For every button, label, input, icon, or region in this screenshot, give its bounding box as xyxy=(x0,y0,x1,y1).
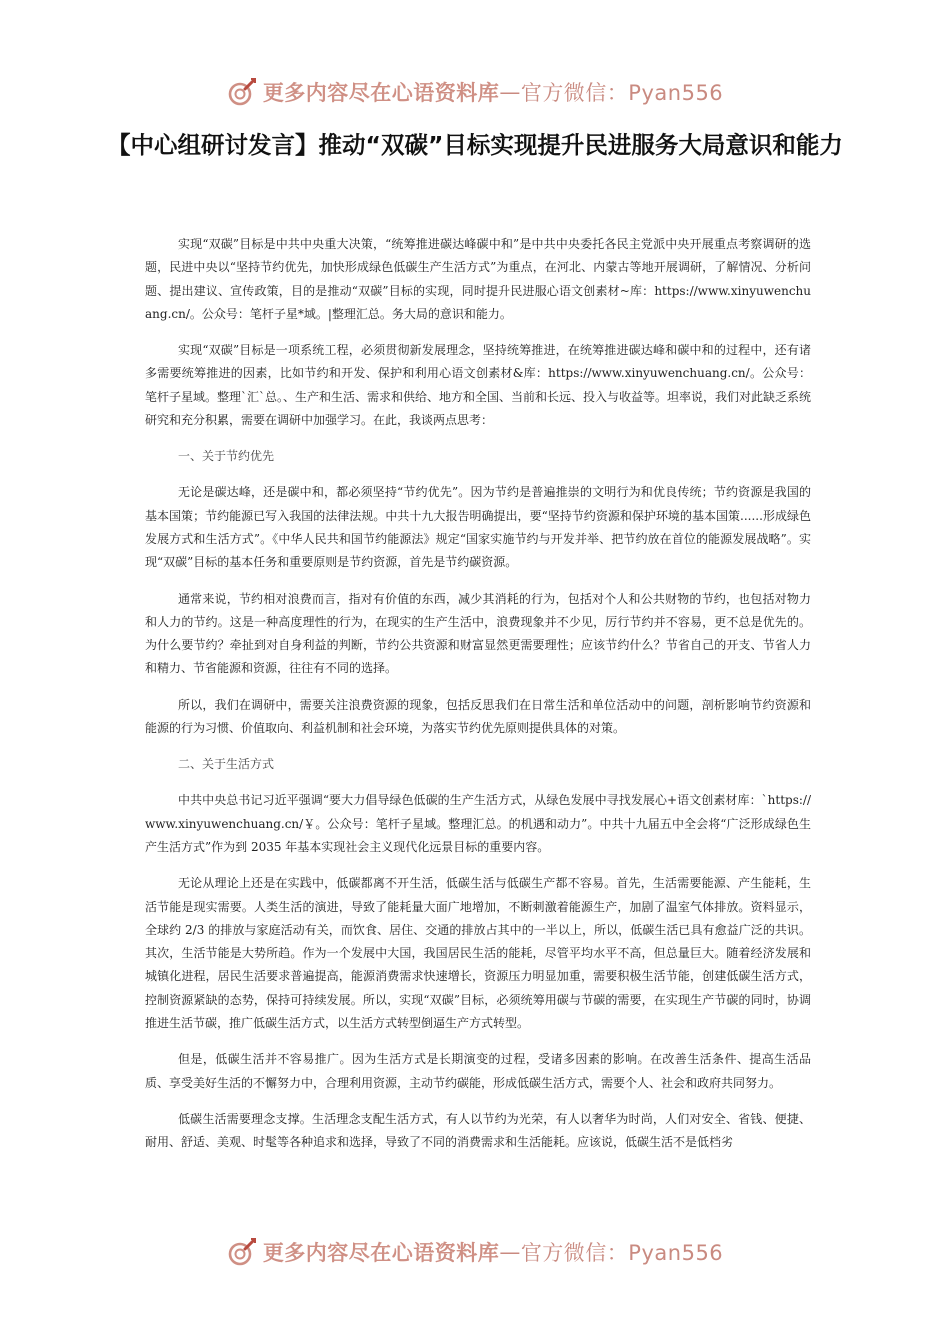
section1-paragraph: 无论是碳达峰，还是碳中和，都必须坚持“节约优先”。因为节约是普遍推崇的文明行为和优良传统；节约资源是我国的基本国策；节约能源已写入我国的法律法规。中共十九大报告明确提出，要“坚持节约资源和保护环境的基本国策......形成绿色发展方式和生活方式”。《中华人民共和国节约能源法》规定“国家实施节约与开发并举、把节约放在首位的能源发展战略”。实现“双碳”目标的基本任务和重要原则是节约资源，首先是节约碳资源。 xyxy=(145,485,811,570)
banner-wechat-text: 官方微信：Pyan556 xyxy=(520,1241,724,1265)
section2-paragraph: 低碳生活需要理念支撑。生活理念支配生活方式，有人以节约为光荣，有人以奢华为时尚，人们对安全、省钱、便捷、耐用、舒适、美观、时髦等各种追求和选择，导致了不同的消费需求和生活能耗。应该说，低碳生活不是低档劣 xyxy=(145,1111,811,1150)
banner-dash: — xyxy=(499,80,521,104)
brand-logo-icon xyxy=(227,1237,257,1267)
footer-watermark-banner xyxy=(0,1232,950,1272)
brand-logo-icon xyxy=(227,77,257,107)
intro-paragraph: 实现“双碳”目标是中共中央重大决策，“统筹推进碳达峰碳中和”是中共中央委托各民主党派中央开展重点考察调研的选题，民进中央以“坚持节约优先，加快形成绿色低碳生产生活方式”为重点，在河北、内蒙古等地开展调研，了解情况、分析问题、提出建议、宣传政策，目的是推动“双碳”目标的实现，同时提升民进服心语文创素材~库：https://www.xinyuwenchuang.cn/。公众号：笔杆子星*域。|整理汇总。务大局的意识和能力。 xyxy=(145,237,811,321)
section1-paragraph: 所以，我们在调研中，需要关注浪费资源的现象，包括反思我们在日常生活和单位活动中的问题，剖析影响节约资源和能源的行为习惯、价值取向、利益机制和社会环境，为落实节约优先原则提供具体的对策。 xyxy=(145,697,811,736)
banner-dash: — xyxy=(499,1240,521,1264)
banner-library-text: 更多内容尽在心语资料库 xyxy=(262,81,500,105)
article-body xyxy=(145,233,811,1168)
section1-paragraph: 通常来说，节约相对浪费而言，指对有价值的东西，减少其消耗的行为，包括对个人和公共财物的节约，也包括对物力和人力的节约。这是一种高度理性的行为，在现实的生产生活中，浪费现象并不少见，厉行节约并不容易，更不总是优先的。为什么要节约？牵扯到对自身利益的判断，节约公共资源和财富显然更需要理性；应该节约什么？节省自己的开支、节省人力和精力、节省能源和资源，往往有不同的选择。 xyxy=(145,591,811,676)
section2-paragraph: 无论从理论上还是在实践中，低碳都离不开生活，低碳生活与低碳生产都不容易。首先，生活需要能源、产生能耗，生活节能是现实需要。人类生活的演进，导致了能耗量大面广地增加，不断刺激着能源生产，加剧了温室气体排放。资料显示，全球约 2/3 的排放与家庭活动有关，而饮食、居住、交通的排放占其中的一半以上，所以，低碳生活已具有愈益广泛的共识。其次，生活节能是大势所趋。作为一个发展中大国，我国居民生活的能耗，尽管平均水平不高，但总量巨大。随着经济发展和城镇化进程，居民生活要求普遍提高，能源消费需求快速增长，资源压力明显加重，需要积极生活节能，创建低碳生活方式，控制资源紧缺的态势，保持可持续发展。所以，实现“双碳”目标，必须统筹用碳与节碳的需要，在实现生产节碳的同时，协调推进生活节碳，推广低碳生活方式，以生活方式转型倒逼生产方式转型。 xyxy=(145,876,811,1031)
page-title: 【中心组研讨发言】推动“双碳”目标实现提升民进服务大局意识和能力 xyxy=(107,131,843,159)
header-watermark-banner xyxy=(0,72,950,112)
section2-paragraph: 中共中央总书记习近平强调“要大力倡导绿色低碳的生产生活方式，从绿色发展中寻找发展心+语文创素材库：`https://www.xinyuwenchuang.cn/￥。公众号：笔杆子星域。整理汇总。的机遇和动力”。中共十九届五中全会将“广泛形成绿色生产生活方式”作为到 2035 年基本实现社会主义现代化远景目标的重要内容。 xyxy=(145,793,811,854)
section2-paragraph: 但是，低碳生活并不容易推广。因为生活方式是长期演变的过程，受诸多因素的影响。在改善生活条件、提高生活品质、享受美好生活的不懈努力中，合理利用资源，主动节约碳能，形成低碳生活方式，需要个人、社会和政府共同努力。 xyxy=(145,1052,811,1090)
banner-library-text: 更多内容尽在心语资料库 xyxy=(262,1241,500,1265)
section-heading-lifestyle: 二、关于生活方式 xyxy=(178,757,275,772)
intro-paragraph: 实现“双碳”目标是一项系统工程，必须贯彻新发展理念，坚持统筹推进，在统筹推进碳达峰和碳中和的过程中，还有诸多需要统筹推进的因素，比如节约和开发、保护和利用心语文创素材&库：https://www.xinyuwenchuang.cn/。公众号：笔杆子星域。整理`汇`总。、生产和生活、需求和供给、地方和全国、当前和长远、投入与收益等。坦率说，我们对此缺乏系统研究和充分积累，需要在调研中加强学习。在此，我谈两点思考： xyxy=(145,343,812,428)
banner-wechat-text: 官方微信：Pyan556 xyxy=(520,81,724,105)
section-heading-saving: 一、关于节约优先 xyxy=(178,449,275,464)
